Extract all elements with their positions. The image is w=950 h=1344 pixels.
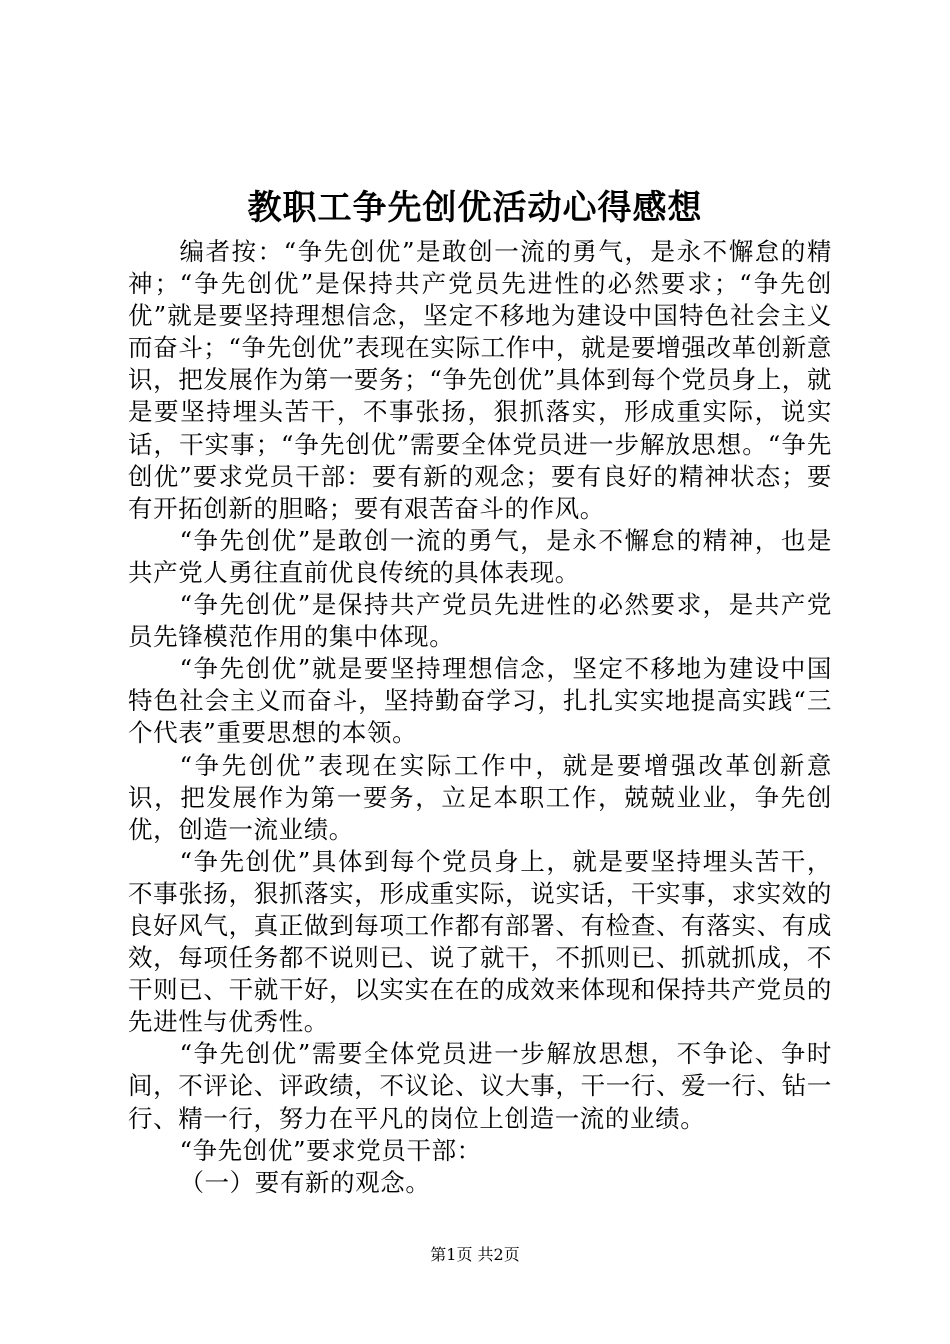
paragraph-list-item: （一）要有新的观念。 — [179, 1167, 431, 1197]
page-number-footer: 第1页 共2页 — [430, 1245, 520, 1264]
paragraph: “争先创优”具体到每个党员身上，就是要坚持埋头苦干，不事张扬，狠抓落实，形成重实际，说实话，干实事，求实效的良好风气，真正做到每项工作都有部署、有检查、有落实、有成效，每项任务都不说则已、说了就干，不抓则已、抓就抓成，不干则已、干就干好，以实实在在的成效来体现和保持共产党员的先进性与优秀性。 — [128, 846, 832, 1037]
paragraph: “争先创优”是保持共产党员先进性的必然要求，是共产党员先锋模范作用的集中体现。 — [128, 590, 832, 652]
paragraph: “争先创优”需要全体党员进一步解放思想，不争论、争时间，不评论、评政绩，不议论、议大事，干一行、爱一行、钻一行、精一行，努力在平凡的岗位上创造一流的业绩。 — [128, 1039, 832, 1133]
paragraph: “争先创优”要求党员干部： — [179, 1135, 482, 1165]
document-body — [128, 236, 832, 1199]
paragraph: “争先创优”表现在实际工作中，就是要增强改革创新意识，把发展作为第一要务，立足本职工作，兢兢业业，争先创优，创造一流业绩。 — [128, 750, 832, 844]
paragraph: “争先创优”就是要坚持理想信念，坚定不移地为建设中国特色社会主义而奋斗，坚持勤奋学习，扎扎实实地提高实践“三个代表”重要思想的本领。 — [128, 654, 832, 748]
paragraph-editor-note: 编者按：“争先创优”是敢创一流的勇气，是永不懈怠的精神；“争先创优”是保持共产党员先进性的必然要求；“争先创优”就是要坚持理想信念，坚定不移地为建设中国特色社会主义而奋斗；“争先创优”表现在实际工作中，就是要增强改革创新意识，把发展作为第一要务；“争先创优”具体到每个党员身上，就是要坚持埋头苦干，不事张扬，狠抓落实，形成重实际，说实话，干实事；“争先创优”需要全体党员进一步解放思想。“争先创优”要求党员干部：要有新的观念；要有良好的精神状态；要有开拓创新的胆略；要有艰苦奋斗的作风。 — [128, 237, 832, 523]
document-title: 教职工争先创优活动心得感想 — [247, 188, 703, 228]
paragraph: “争先创优”是敢创一流的勇气，是永不懈怠的精神，也是共产党人勇往直前优良传统的具体表现。 — [128, 525, 832, 587]
